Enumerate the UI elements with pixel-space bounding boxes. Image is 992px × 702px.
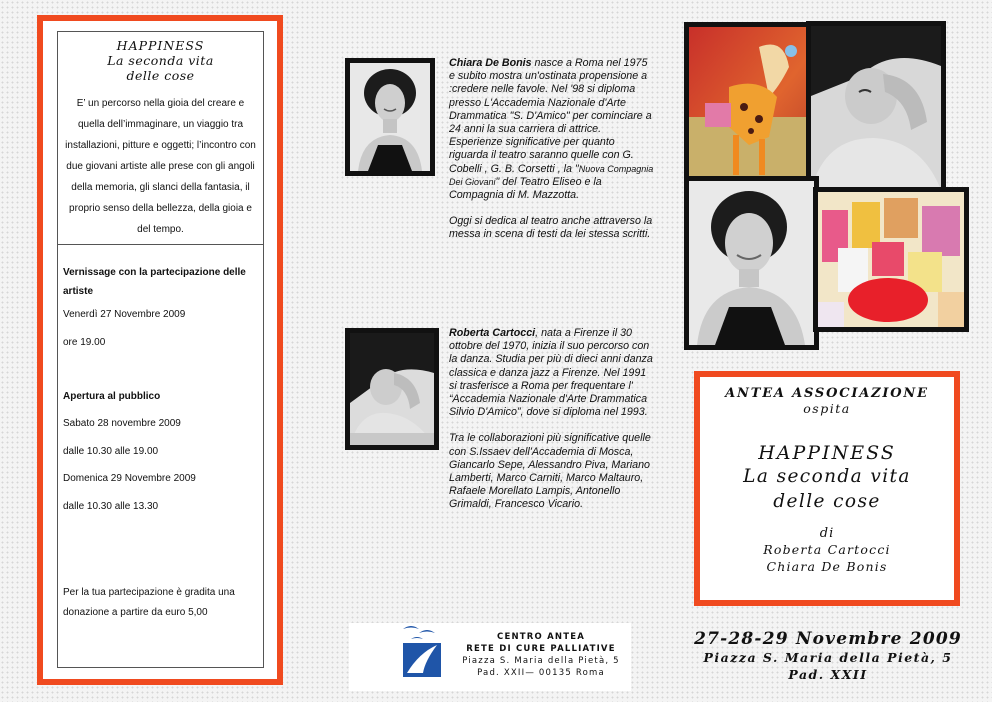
saturday-hours: dalle 10.30 alle 19.00 (63, 446, 159, 457)
sunday-date: Domenica 29 Novembre 2009 (63, 473, 196, 484)
saturday-date: Sabato 28 novembre 2009 (63, 418, 181, 429)
cover-author2: Chiara De Bonis (766, 559, 888, 574)
vernissage-heading: Vernissage con la partecipazione delle artiste (63, 267, 246, 297)
intro-title: HAPPINESS (116, 38, 205, 53)
portrait-roberta (345, 328, 439, 450)
schedule-box (57, 244, 264, 668)
bio-chiara (449, 57, 655, 242)
vernissage-time: ore 19.00 (63, 337, 106, 348)
dates-line1: 27-28-29 Novembre 2009 (694, 629, 962, 649)
vernissage-date: Venerdì 27 Novembre 2009 (63, 309, 186, 320)
intro-box (57, 31, 264, 245)
logo-line1: CENTRO ANTEA (497, 632, 585, 642)
bio-chiara-text-b: " del Teatro Eliseo e la Compagnia di M. Mazzotta. (449, 175, 602, 202)
bio-roberta-name: Roberta Cartocci (449, 327, 536, 339)
photo-installation (813, 187, 969, 332)
centro-antea-logo (349, 623, 631, 691)
cover-author1: Roberta Cartocci (763, 542, 891, 557)
cover-association: ANTEA ASSOCIAZIONE (725, 386, 929, 401)
bio-chiara-text-small: Nuova Compagnia Dei Giovani (449, 163, 654, 187)
cover-box (694, 371, 960, 606)
photo-chiara-large (684, 176, 819, 350)
cover-subtitle-line2: delle cose (773, 491, 881, 512)
intro-description: E’ un percorso nella gioia del creare e quella dell’immaginare, un viaggio tra installazioni, pitture e oggetti; l’incontro con due giovani artiste alle prese con gli angoli della memoria, gli slanci della fantasia, il proprio senso della bellezza, della gioia e del tempo. (65, 98, 256, 235)
logo-line3: Piazza S. Maria della Pietà, 5 (462, 656, 620, 666)
bio-roberta-text-2: Tra le collaborazioni più significative quelle con S.Issaev dell'Accademia di Mosca, Giancarlo Sepe, Alessandro Piva, Mariano Lamberti, Marco Carniti, Marco Maltauro, Rafaele Morellato Lampis, Antonello Grimaldi, Francesco Vicario. (449, 432, 651, 511)
logo-text (455, 631, 627, 679)
photo-roberta-large (806, 21, 946, 195)
photo-sculpture (684, 22, 812, 184)
portrait-chiara (345, 58, 435, 176)
sunday-hours: dalle 10.30 alle 13.30 (63, 501, 159, 512)
bio-roberta-text-1: , nata a Firenze il 30 ottobre del 1970, inizia il suo percorso con la danza. Studia per più di dieci anni danza classica e danza jazz a Firenze. Nel 1991 si trasferisce a Roma per frequentare l' “Accademia Nazionale d'Arte Drammatica Silvio D'Amico”, dove si diploma nel 1993. (449, 327, 653, 419)
cover-title: HAPPINESS (758, 442, 896, 464)
dates-line3: Pad. XXII (788, 667, 868, 682)
event-dates (690, 629, 966, 683)
antea-logo-icon (397, 623, 447, 681)
dates-line2: Piazza S. Maria della Pietà, 5 (703, 650, 953, 665)
intro-subtitle-line2: delle cose (126, 68, 195, 83)
logo-line4: Pad. XXII— 00135 Roma (477, 668, 605, 678)
donation-note: Per la tua partecipazione è gradita una donazione a partire da euro 5,00 (63, 587, 235, 618)
logo-line2: RETE DI CURE PALLIATIVE (466, 644, 616, 654)
bio-chiara-text-a: nasce a Roma nel 1975 e subito mostra un'ostinata propensione a :credere nelle favole. Nel '98 si diploma presso L'Accademia Nazionale d'Arte Drammatica "S. D'Amico" per cominciare a 24 anni la sua carriera di attrice. Esperienze significative per quanto riguarda il teatro saranno quelle con G. Cobelli , G. B. Corsetti , la " (449, 57, 652, 175)
cover-ospita: ospita (803, 401, 851, 416)
bio-chiara-text-2: Oggi si dedica al teatro anche attraverso la messa in scena di testi da lei stessa scritti. (449, 215, 653, 241)
bio-chiara-name: Chiara De Bonis (449, 57, 532, 69)
intro-subtitle-line1: La seconda vita (107, 53, 214, 68)
cover-subtitle-line1: La seconda vita (743, 466, 911, 487)
cover-di: di (819, 526, 835, 541)
bio-roberta (449, 327, 655, 512)
opening-heading: Apertura al pubblico (63, 391, 161, 402)
